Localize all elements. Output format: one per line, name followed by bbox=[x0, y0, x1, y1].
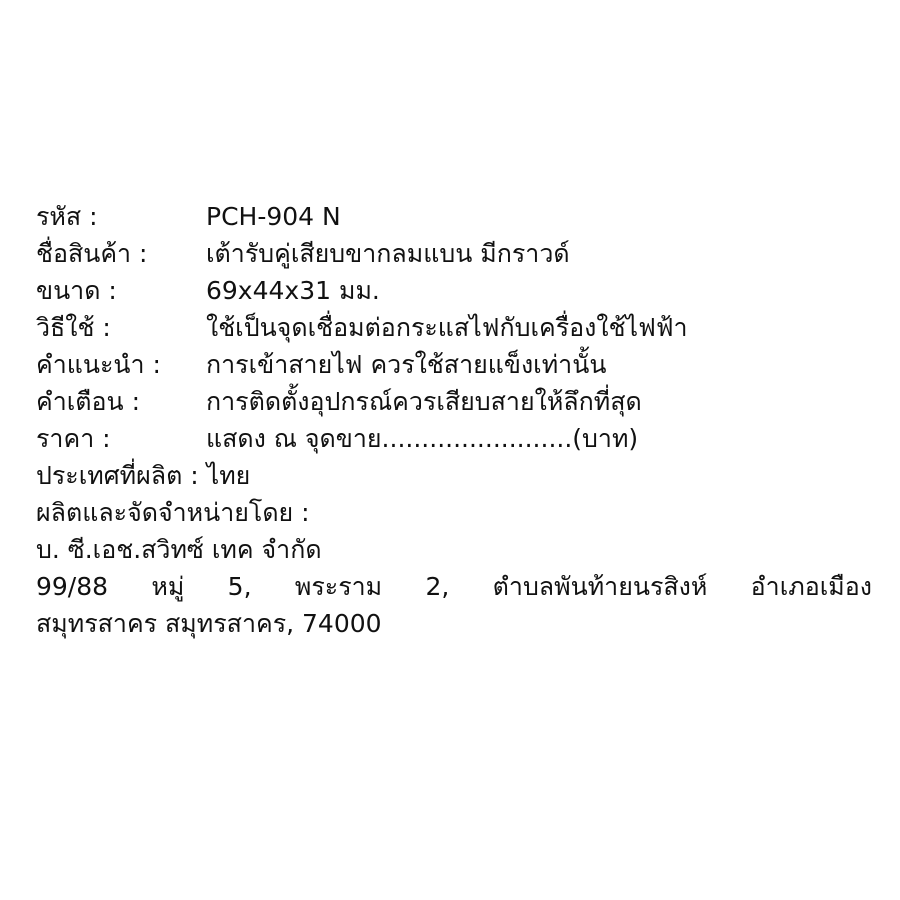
spec-row bbox=[36, 309, 872, 346]
spec-label-price: ราคา : bbox=[36, 424, 111, 453]
label-content bbox=[36, 198, 872, 642]
spec-label-advice: คำแนะนำ : bbox=[36, 350, 161, 379]
spec-label-size: ขนาด : bbox=[36, 276, 117, 305]
country-of-origin: ประเทศที่ผลิต : ไทย bbox=[36, 461, 251, 490]
spec-row bbox=[36, 346, 872, 383]
company-name: บ. ซี.เอช.สวิทซ์ เทค จำกัด bbox=[36, 535, 322, 564]
address-line-2: สมุทรสาคร สมุทรสาคร, 74000 bbox=[36, 609, 382, 638]
spec-row bbox=[36, 235, 872, 272]
spec-label-code: รหัส : bbox=[36, 202, 98, 231]
spec-value-usage: ใช้เป็นจุดเชื่อมต่อกระแสไฟกับเครื่องใช้ไฟฟ้า bbox=[206, 313, 688, 342]
spec-value-warning: การติดตั้งอุปกรณ์ควรเสียบสายให้ลึกที่สุด bbox=[206, 387, 642, 416]
spec-value-code: PCH-904 N bbox=[206, 202, 341, 231]
spec-label-product-name: ชื่อสินค้า : bbox=[36, 239, 148, 268]
spec-value-product-name: เต้ารับคู่เสียบขากลมแบน มีกราวด์ bbox=[206, 239, 570, 268]
manufacturer-intro: ผลิตและจัดจำหน่ายโดย : bbox=[36, 498, 310, 527]
spec-value-size: 69x44x31 มม. bbox=[206, 276, 380, 305]
spec-label-usage: วิธีใช้ : bbox=[36, 313, 111, 342]
spec-label-warning: คำเตือน : bbox=[36, 387, 141, 416]
spec-row bbox=[36, 198, 872, 235]
spec-row bbox=[36, 383, 872, 420]
address-line-1: 99/88 หมู่ 5, พระราม 2, ตำบลพันท้ายนรสิงห์ อำเภอเมือง bbox=[36, 572, 872, 601]
spec-value-price: แสดง ณ จุดขาย........................(บาท) bbox=[206, 424, 639, 453]
spec-row bbox=[36, 272, 872, 309]
spec-row bbox=[36, 420, 872, 457]
spec-value-advice: การเข้าสายไฟ ควรใช้สายแข็งเท่านั้น bbox=[206, 350, 607, 379]
